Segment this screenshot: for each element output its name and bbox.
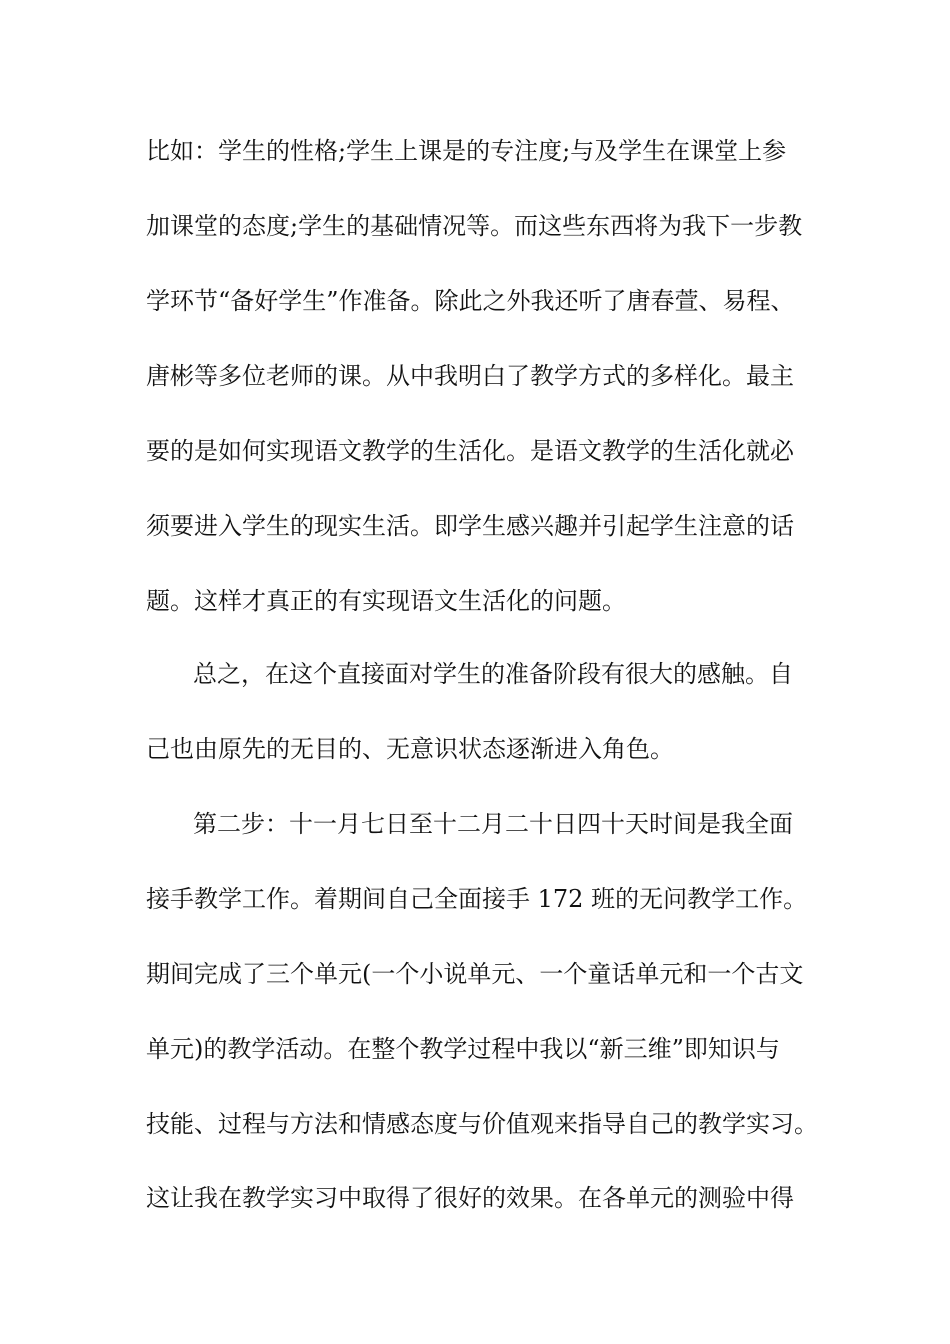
paragraph-line: 须要进入学生的现实生活。即学生感兴趣并引起学生注意的话	[146, 512, 794, 540]
paragraph-line: 要的是如何实现语文教学的生活化。是语文教学的生活化就必	[146, 437, 794, 465]
paragraph-line: 接手教学工作。着期间自己全面接手 172 班的无问教学工作。	[146, 885, 808, 913]
paragraph-line: 唐彬等多位老师的课。从中我明白了教学方式的多样化。最主	[146, 362, 794, 390]
paragraph-line: 单元)的教学活动。在整个教学过程中我以“新三维”即知识与	[146, 1035, 780, 1063]
paragraph-first-line: 总之，在这个直接面对学生的准备阶段有很大的感触。自	[193, 660, 793, 688]
paragraph-line: 比如：学生的性格;学生上课是的专注度;与及学生在课堂上参	[146, 137, 787, 165]
paragraph-line: 技能、过程与方法和情感态度与价值观来指导自己的教学实习。	[146, 1110, 818, 1138]
paragraph-first-line: 第二步：十一月七日至十二月二十日四十天时间是我全面	[193, 810, 793, 838]
paragraph-line: 学环节“备好学生”作准备。除此之外我还听了唐春萱、易程、	[146, 287, 795, 315]
paragraph-line: 这让我在教学实习中取得了很好的效果。在各单元的测验中得	[146, 1184, 794, 1212]
paragraph-line: 加课堂的态度;学生的基础情况等。而这些东西将为我下一步教	[146, 212, 803, 240]
paragraph-line: 题。这样才真正的有实现语文生活化的问题。	[146, 587, 626, 615]
paragraph-line: 己也由原先的无目的、无意识状态逐渐进入角色。	[146, 735, 674, 763]
paragraph-line: 期间完成了三个单元(一个小说单元、一个童话单元和一个古文	[146, 960, 804, 988]
